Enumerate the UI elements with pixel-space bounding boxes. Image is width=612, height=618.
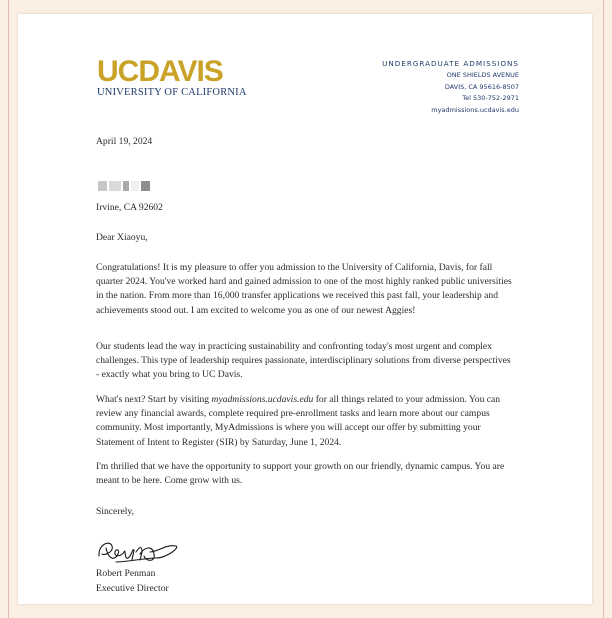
salutation: Dear Xiaoyu, — [96, 232, 148, 243]
paragraph-3 — [96, 393, 514, 450]
ucdavis-logo — [97, 57, 247, 98]
paragraph-1-text: Congratulations! It is my pleasure to offer you admission to the University of California, Davis, for fall quarter 2024. You've worked hard and gained admission to one of the most highly ranked public universities in the nation. From more than 16,000 transfer applications we received this past fall, your leadership and achievements stood out. I am excited to welcome you as one of our newest Aggies! — [96, 262, 512, 316]
frame-border-right — [603, 0, 604, 618]
redacted-address — [98, 178, 152, 196]
city-address: DAVIS, CA 95616-8507 — [444, 82, 519, 91]
paragraph-3-start: What's next? Start by visiting — [96, 394, 212, 405]
closing: Sincerely, — [96, 506, 135, 517]
redaction-block — [109, 181, 121, 191]
logo-subtitle: UNIVERSITY OF CALIFORNIA — [97, 87, 247, 98]
redaction-block — [98, 181, 107, 191]
paragraph-4-text: I'm thrilled that we have the opportunity to support your growth on our friendly, dynamic campus. You are meant to be here. Come grow with us. — [96, 461, 505, 487]
signature-image — [96, 534, 186, 566]
department-name: UNDERGRADUATE ADMISSIONS — [382, 59, 519, 68]
admissions-portal-link[interactable]: myadmissions.ucdavis.edu — [211, 394, 314, 405]
redaction-block — [123, 181, 129, 191]
paragraph-3-rest: for all things related to your admission. You can review any financial awards, complete required pre-enrollment tasks and learn more about our campus community. Most importantly, MyAdmissions is where you will accept our offer by submitting your Statement of Intent to Register (SIR) by Saturday, June 1, 2024. — [96, 394, 501, 448]
phone-number: Tel 530-752-2971 — [462, 94, 519, 103]
website: myadmissions.ucdavis.edu — [431, 106, 519, 115]
street-address: ONE SHIELDS AVENUE — [446, 70, 519, 79]
logo-uc: UC — [97, 55, 139, 88]
letter-date: April 19, 2024 — [96, 136, 153, 147]
logo-davis: DAVIS — [138, 55, 223, 88]
paragraph-1 — [96, 261, 514, 318]
redaction-block — [141, 181, 150, 191]
paragraph-2-text: Our students lead the way in practicing sustainability and confronting today's most urgent and complex challenges. This type of leadership requires passionate, interdisciplinary solutions from diverse perspectives - exactly what you bring to UC Davis. — [96, 341, 511, 381]
letter-page — [18, 14, 592, 604]
office-address — [382, 58, 519, 117]
redaction-block — [131, 181, 139, 191]
signer-name: Robert Penman — [96, 568, 156, 579]
recipient-city: Irvine, CA 92602 — [96, 202, 163, 213]
signer-title: Executive Director — [96, 583, 169, 594]
logo-wordmark — [97, 57, 247, 87]
paragraph-2 — [96, 340, 514, 383]
paragraph-4 — [96, 460, 514, 488]
frame-border-left — [8, 0, 9, 618]
